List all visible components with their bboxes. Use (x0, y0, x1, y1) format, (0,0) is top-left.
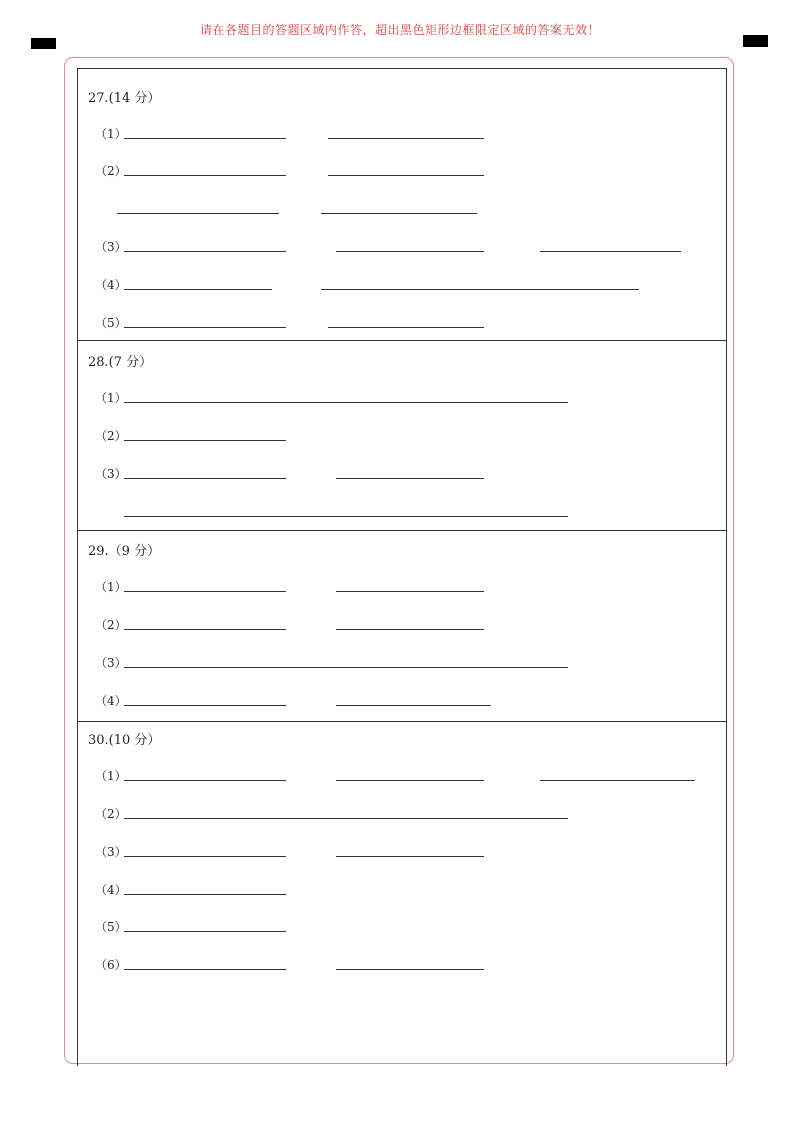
answer-blank[interactable] (336, 705, 491, 706)
answer-blank[interactable] (124, 516, 568, 517)
answer-blank[interactable] (124, 705, 286, 706)
answer-blank[interactable] (124, 478, 286, 479)
answer-blank[interactable] (336, 780, 484, 781)
item-label: （3） (95, 845, 127, 859)
answer-blank[interactable] (328, 138, 484, 139)
answer-blank[interactable] (124, 969, 286, 970)
answer-blank[interactable] (321, 289, 639, 290)
answer-blank[interactable] (328, 175, 484, 176)
answer-blank[interactable] (124, 894, 286, 895)
item-label: （1） (95, 769, 127, 783)
item-label: （5） (95, 920, 127, 934)
answer-blank[interactable] (336, 856, 484, 857)
section-divider (77, 530, 727, 531)
question-30-title: 30.(10 分） (88, 733, 161, 748)
answer-blank[interactable] (336, 591, 484, 592)
answer-box-border (77, 68, 727, 1066)
answer-blank[interactable] (321, 213, 477, 214)
item-label: （2） (95, 807, 127, 821)
answer-blank[interactable] (540, 780, 695, 781)
alignment-marker-left (31, 38, 56, 49)
item-label: （3） (95, 656, 127, 670)
answer-area-warning: 请在各题目的答题区域内作答，超出黑色矩形边框限定区域的答案无效！ (199, 23, 600, 37)
answer-blank[interactable] (124, 931, 286, 932)
answer-blank[interactable] (336, 251, 484, 252)
item-label: （2） (95, 164, 127, 178)
item-label: （2） (95, 429, 127, 443)
item-label: （4） (95, 883, 127, 897)
item-label: （6） (95, 958, 127, 972)
section-divider (77, 340, 727, 341)
answer-blank[interactable] (117, 213, 279, 214)
answer-blank[interactable] (124, 591, 286, 592)
item-label: （4） (95, 694, 127, 708)
answer-blank[interactable] (124, 818, 568, 819)
answer-blank[interactable] (124, 667, 568, 668)
alignment-marker-right (743, 35, 768, 47)
answer-blank[interactable] (336, 629, 484, 630)
answer-blank[interactable] (336, 969, 484, 970)
item-label: （4） (95, 278, 127, 292)
question-28-title: 28.(7 分） (88, 355, 153, 370)
item-label: （1） (95, 127, 127, 141)
answer-blank[interactable] (124, 780, 286, 781)
item-label: （1） (95, 580, 127, 594)
item-label: （3） (95, 240, 127, 254)
answer-blank[interactable] (124, 251, 286, 252)
answer-blank[interactable] (124, 856, 286, 857)
section-divider (77, 721, 727, 722)
answer-blank[interactable] (124, 138, 286, 139)
answer-blank[interactable] (540, 251, 681, 252)
item-label: （5） (95, 316, 127, 330)
answer-blank[interactable] (124, 327, 286, 328)
answer-blank[interactable] (124, 629, 286, 630)
answer-blank[interactable] (124, 289, 272, 290)
answer-blank[interactable] (124, 440, 286, 441)
answer-blank[interactable] (124, 402, 568, 403)
answer-blank[interactable] (124, 175, 286, 176)
item-label: （2） (95, 618, 127, 632)
item-label: （1） (95, 391, 127, 405)
answer-blank[interactable] (336, 478, 484, 479)
question-29-title: 29.（9 分） (88, 544, 161, 559)
answer-blank[interactable] (328, 327, 484, 328)
question-27-title: 27.(14 分） (88, 91, 161, 106)
item-label: （3） (95, 467, 127, 481)
